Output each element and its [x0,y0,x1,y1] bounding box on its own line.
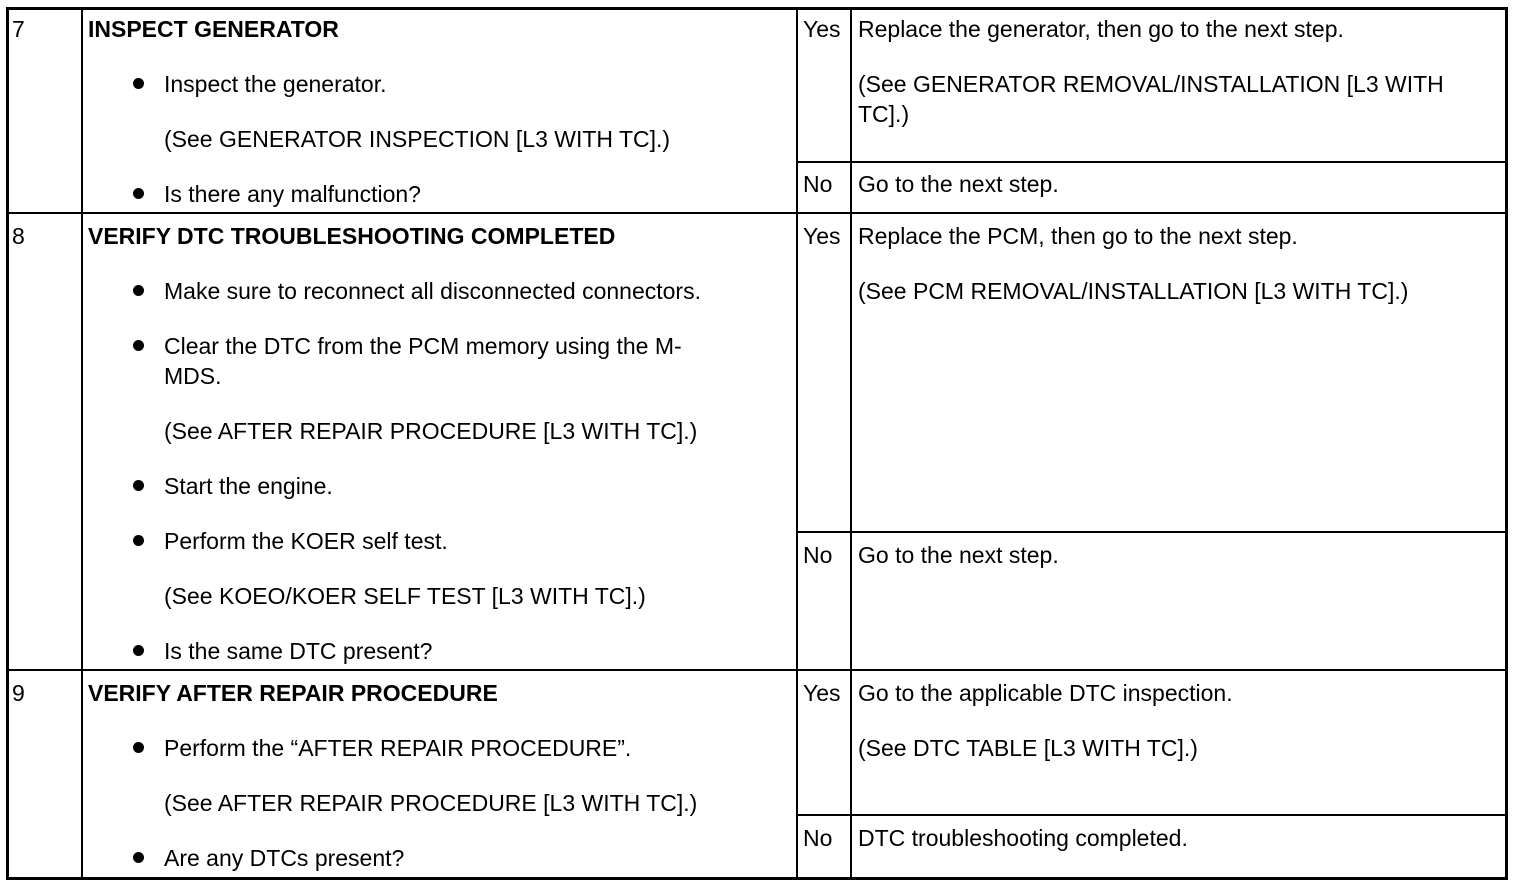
yes-no-divider-7 [797,161,1506,163]
action-item: Perform the KOER self test. [164,528,448,554]
column-divider-action [796,8,798,879]
step-title: INSPECT GENERATOR [88,16,339,42]
reference-link[interactable]: (See DTC TABLE [L3 WITH TC].) [858,735,1198,761]
reference-link[interactable]: (See GENERATOR REMOVAL/INSTALLATION [L3 WITH TC].) [858,71,1444,127]
step-number: 9 [12,680,25,706]
reference-link[interactable]: (See AFTER REPAIR PROCEDURE [L3 WITH TC].) [164,790,698,816]
column-divider-result [850,8,852,879]
yes-no-divider-8 [797,531,1506,533]
reference-link[interactable]: (See KOEO/KOER SELF TEST [L3 WITH TC].) [164,583,646,609]
no-action: Go to the next step. [858,542,1059,568]
step-title: VERIFY DTC TROUBLESHOOTING COMPLETED [88,223,616,249]
action-item: Is the same DTC present? [164,638,433,664]
no-action: DTC troubleshooting completed. [858,825,1188,851]
action-item: Clear the DTC from the PCM memory using the M-MDS. [164,333,682,389]
reference-link[interactable]: (See GENERATOR INSPECTION [L3 WITH TC].) [164,126,671,152]
yes-action: Replace the generator, then go to the next step. [858,16,1344,42]
action-item: Are any DTCs present? [164,845,405,871]
action-item: Is there any malfunction? [164,181,421,207]
bullet-icon [133,78,144,89]
no-label: No [803,542,833,568]
bullet-icon [133,742,144,753]
bullet-icon [133,340,144,351]
bullet-icon [133,188,144,199]
action-item: Inspect the generator. [164,71,387,97]
action-item: Perform the “AFTER REPAIR PROCEDURE”. [164,735,632,761]
yes-action: Go to the applicable DTC inspection. [858,680,1233,706]
no-action: Go to the next step. [858,171,1059,197]
yes-no-divider-9 [797,814,1506,816]
yes-label: Yes [803,680,841,706]
reference-link[interactable]: (See AFTER REPAIR PROCEDURE [L3 WITH TC].) [164,418,698,444]
no-label: No [803,171,833,197]
action-item: Start the engine. [164,473,333,499]
step-number: 8 [12,223,25,249]
row-divider-7-8 [8,212,1506,214]
reference-link[interactable]: (See PCM REMOVAL/INSTALLATION [L3 WITH TC].) [858,278,1409,304]
bullet-icon [133,645,144,656]
step-title: VERIFY AFTER REPAIR PROCEDURE [88,680,498,706]
action-item: Make sure to reconnect all disconnected connectors. [164,278,701,304]
bullet-icon [133,285,144,296]
bullet-icon [133,852,144,863]
step-number: 7 [12,16,25,42]
row-divider-8-9 [8,669,1506,671]
bullet-icon [133,535,144,546]
yes-action: Replace the PCM, then go to the next step. [858,223,1298,249]
column-divider-number [81,8,83,879]
yes-label: Yes [803,16,841,42]
no-label: No [803,825,833,851]
yes-label: Yes [803,223,841,249]
bullet-icon [133,480,144,491]
